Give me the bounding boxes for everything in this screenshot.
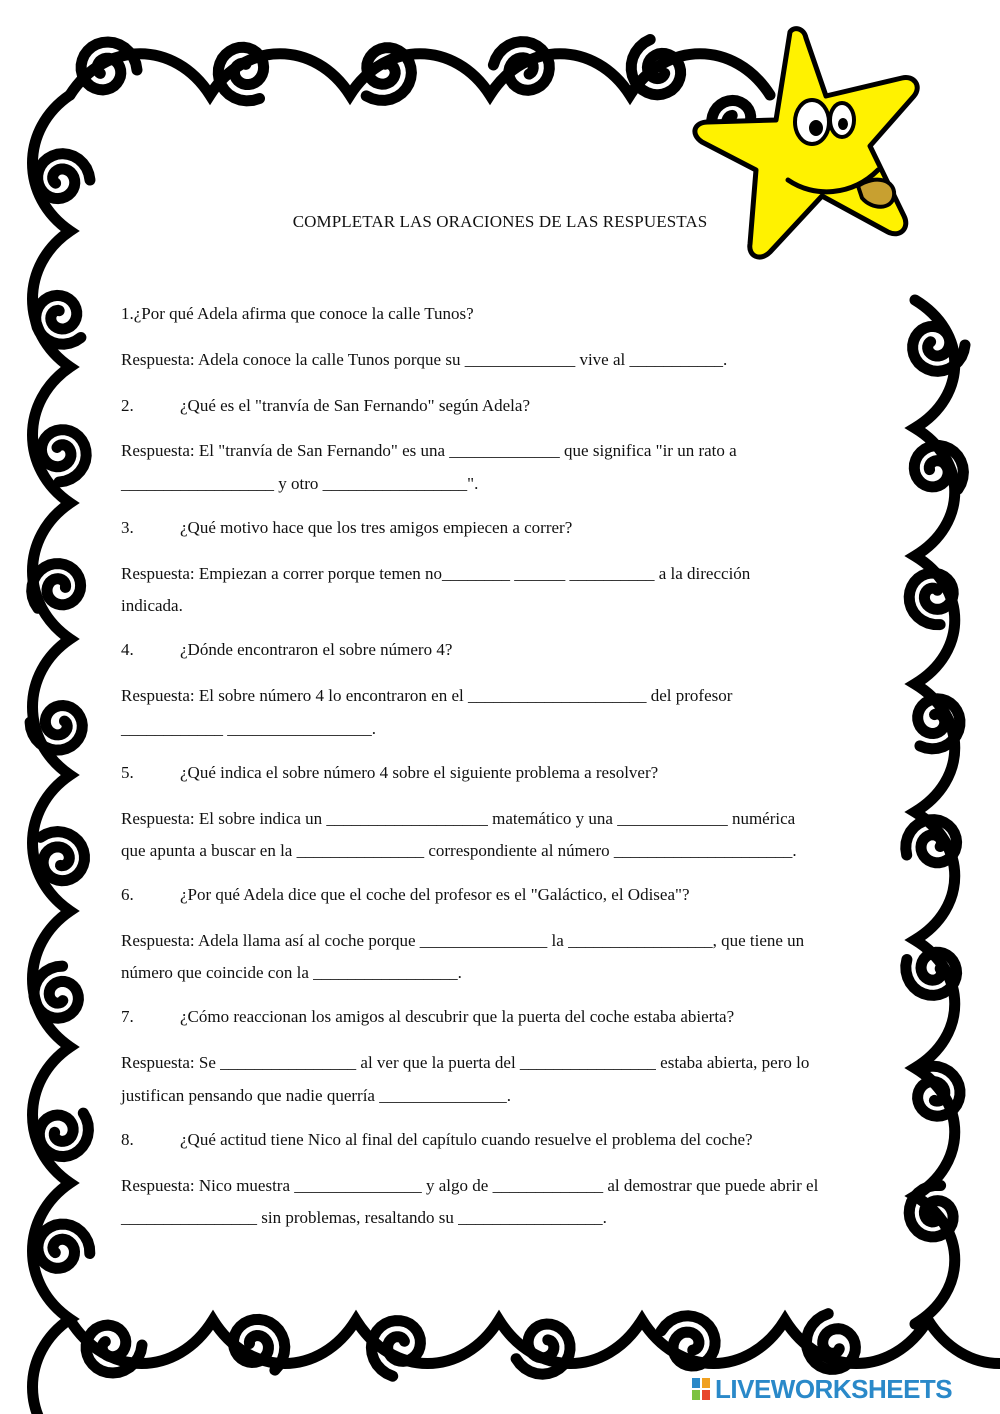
answer-1: Respuesta: Adela conoce la calle Tunos porque su _____________ vive al ___________. — [121, 350, 728, 369]
question-number: 8. — [121, 1130, 134, 1149]
swirl-ornament — [38, 1224, 90, 1268]
swirl-ornament — [38, 154, 90, 199]
question-text: ¿Qué actitud tiene Nico al final del capítulo cuando resuelve el problema del coche? — [180, 1130, 753, 1149]
question-2 — [121, 396, 530, 416]
logo-text: LIVEWORKSHEETS — [715, 1373, 953, 1404]
question-number: 5. — [121, 763, 134, 782]
question-1: 1.¿Por qué Adela afirma que conoce la calle Tunos? — [121, 304, 474, 323]
swirl-ornament — [909, 573, 953, 625]
swirl-ornament — [34, 966, 78, 1018]
answer-6-line-2: número que coincide con la _________________. — [121, 963, 462, 982]
question-5 — [121, 763, 658, 783]
answer-6-line-1: Respuesta: Adela llama así al coche porque _______________ la _________________, que tiene un — [121, 931, 805, 950]
question-text: ¿Qué indica el sobre número 4 sobre el siguiente problema a resolver? — [180, 763, 659, 782]
swirl-ornament — [39, 1113, 88, 1157]
liveworksheets-logo[interactable] — [692, 1374, 952, 1404]
question-number: 2. — [121, 396, 134, 415]
question-number: 7. — [121, 1007, 134, 1026]
answer-8-line-2: ________________ sin problemas, resaltando su _________________. — [121, 1208, 607, 1227]
answer-5-line-2: que apunta a buscar en la _______________ correspondiente al número _____________________. — [121, 841, 797, 860]
answer-3-line-2: indicada. — [121, 596, 183, 615]
question-text: ¿Qué es el "tranvía de San Fernando" según Adela? — [180, 396, 530, 415]
question-4 — [121, 640, 452, 660]
question-text: ¿Qué motivo hace que los tres amigos empiecen a correr? — [180, 518, 573, 537]
swirl-ornament — [40, 832, 84, 881]
answer-7-line-2: justifican pensando que nadie querría _______________. — [121, 1086, 511, 1105]
question-8 — [121, 1130, 753, 1150]
answer-4-line-1: Respuesta: El sobre número 4 lo encontraron en el _____________________ del profesor — [121, 686, 733, 705]
page-title: COMPLETAR LAS ORACIONES DE LAS RESPUESTAS — [292, 212, 708, 231]
question-text: ¿Dónde encontraron el sobre número 4? — [180, 640, 453, 659]
logo-blocks-icon — [692, 1378, 710, 1400]
swirl-ornament — [516, 1324, 570, 1374]
answer-5-line-1: Respuesta: El sobre indica un ___________________ matemático y una _____________ numérica — [121, 809, 796, 828]
answer-7-line-1: Respuesta: Se ________________ al ver que la puerta del ________________ estaba abierta, pero lo — [121, 1053, 810, 1072]
swirl-ornament — [36, 295, 81, 344]
answer-2-line-2: __________________ y otro _________________". — [121, 474, 479, 493]
question-number: 4. — [121, 640, 134, 659]
answer-4-line-2: ____________ _________________. — [121, 719, 376, 738]
answer-3-line-1: Respuesta: Empiezan a correr porque temen no________ ______ __________ a la dirección — [121, 564, 751, 583]
question-6 — [121, 885, 690, 905]
answer-8-line-1: Respuesta: Nico muestra _______________ y algo de _____________ al demostrar que puede abrir el — [121, 1176, 819, 1195]
question-3 — [121, 518, 572, 538]
smiling-star-icon — [690, 20, 990, 310]
question-number: 3. — [121, 518, 134, 537]
question-7 — [121, 1007, 734, 1027]
question-text: ¿Por qué Adela dice que el coche del profesor es el "Galáctico, el Odisea"? — [180, 885, 690, 904]
answer-2-line-1: Respuesta: El "tranvía de San Fernando" es una _____________ que significa "ir un rato a — [121, 441, 737, 460]
question-number: 6. — [121, 885, 134, 904]
question-text: ¿Cómo reaccionan los amigos al descubrir que la puerta del coche estaba abierta? — [180, 1007, 735, 1026]
